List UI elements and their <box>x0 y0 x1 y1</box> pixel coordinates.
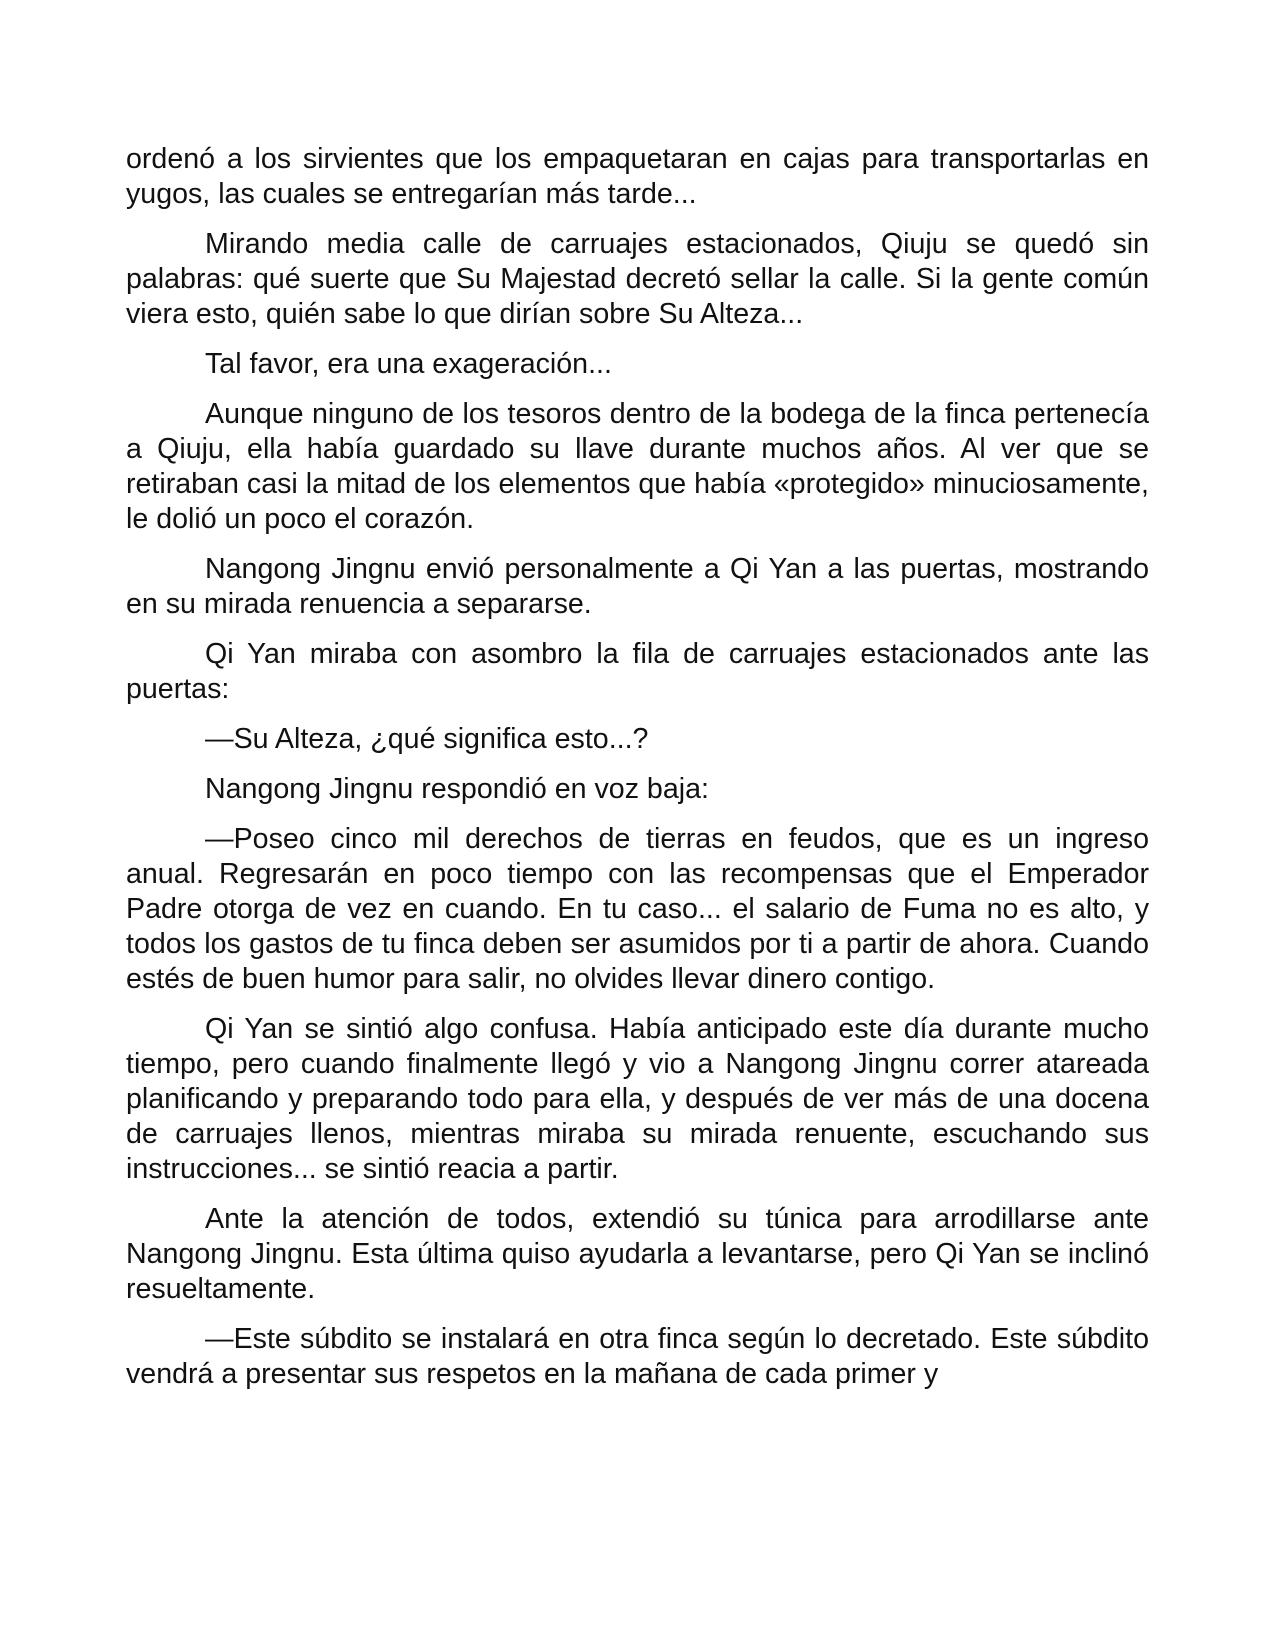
paragraph-1: ordenó a los sirvientes que los empaquetaran en cajas para transportarlas en yugos, las cuales se entregarían más tarde... <box>126 143 1149 210</box>
body-text <box>126 142 1149 1407</box>
paragraph-2: Mirando media calle de carruajes estacionados, Qiuju se quedó sin palabras: qué suerte que Su Majestad decretó sellar la calle. Si la gente común viera esto, quién sabe lo que dirían sobre Su Alteza... <box>126 228 1149 330</box>
paragraph-10: Qi Yan se sintió algo confusa. Había anticipado este día durante mucho tiempo, pero cuando finalmente llegó y vio a Nangong Jingnu correr atareada planificando y preparando todo para ella, y después de ver más de una docena de carruajes llenos, mientras miraba su mirada renuente, escuchando sus instrucciones... se sintió reacia a partir. <box>126 1013 1149 1185</box>
paragraph-3: Tal favor, era una exageración... <box>205 348 612 380</box>
paragraph-6: Qi Yan miraba con asombro la fila de carruajes estacionados ante las puertas: <box>126 638 1149 705</box>
paragraph-9: —Poseo cinco mil derechos de tierras en feudos, que es un ingreso anual. Regresarán en poco tiempo con las recompensas que el Emperador Padre otorga de vez en cuando. En tu caso... el salario de Fuma no es alto, y todos los gastos de tu finca deben ser asumidos por ti a partir de ahora. Cuando estés de buen humor para salir, no olvides llevar dinero contigo. <box>126 823 1149 995</box>
paragraph-4: Aunque ninguno de los tesoros dentro de la bodega de la finca pertenecía a Qiuju, ella había guardado su llave durante muchos años. Al ver que se retiraban casi la mitad de los elementos que había «protegido» minuciosamente, le dolió un poco el corazón. <box>126 398 1149 535</box>
paragraph-12: —Este súbdito se instalará en otra finca según lo decretado. Este súbdito vendrá a presentar sus respetos en la mañana de cada primer y <box>126 1323 1149 1390</box>
paragraph-5: Nangong Jingnu envió personalmente a Qi Yan a las puertas, mostrando en su mirada renuencia a separarse. <box>126 553 1149 620</box>
paragraph-7: —Su Alteza, ¿qué significa esto...? <box>205 723 649 755</box>
paragraph-11: Ante la atención de todos, extendió su túnica para arrodillarse ante Nangong Jingnu. Esta última quiso ayudarla a levantarse, pero Qi Yan se inclinó resueltamente. <box>126 1203 1149 1305</box>
paragraph-8: Nangong Jingnu respondió en voz baja: <box>205 773 709 805</box>
